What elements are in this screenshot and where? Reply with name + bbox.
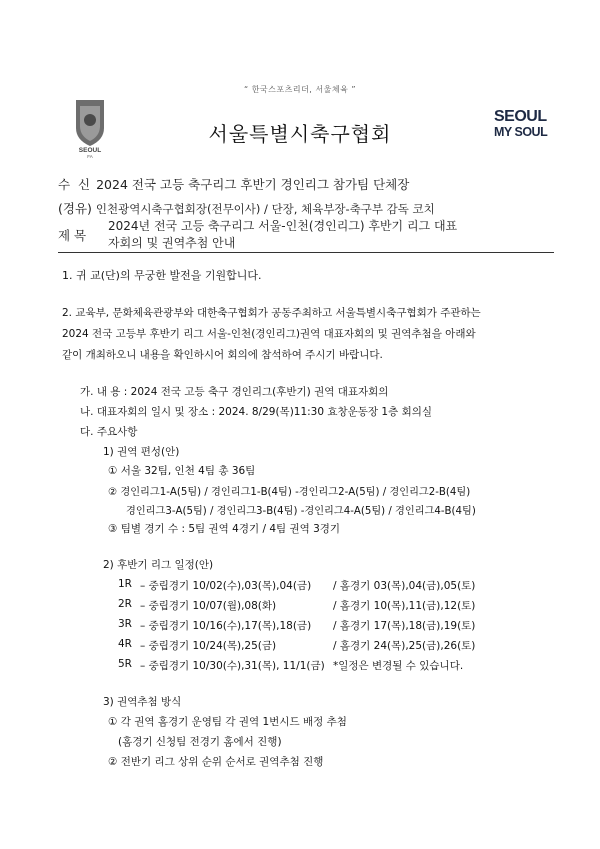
schedule-home: / 홈경기 24(목),25(금),26(토) (333, 640, 476, 652)
org-title: 서울특별시축구협회 (208, 122, 392, 146)
motto-text: “ 한국스포츠리더, 서울체육 ” (244, 85, 356, 94)
schedule-round: 4R (118, 638, 132, 650)
schedule-neutral: – 중립경기 10/07(월),08(화) (140, 600, 277, 612)
subject-line2: 자회의 및 권역추첨 안내 (108, 236, 236, 250)
paragraph-2-line3: 같이 개최하오니 내용을 확인하시어 회의에 참석하여 주시기 바랍니다. (62, 349, 383, 361)
schedule-round: 2R (118, 598, 132, 610)
section-1-c: ③ 팀별 경기 수 : 5팀 권역 4경기 / 4팀 권역 3경기 (108, 523, 341, 535)
section-1-a: ① 서울 32팀, 인천 4팀 총 36팀 (108, 465, 256, 477)
schedule-neutral: – 중립경기 10/30(수),31(목), 11/1(금) (140, 660, 325, 672)
to-row (58, 175, 409, 193)
via-value: 인천광역시축구협회장(전무이사) / 단장, 체육부장-축구부 감독 코치 (95, 202, 435, 216)
schedule-home: / 홈경기 17(목),18(금),19(토) (333, 620, 476, 632)
item-da: 다. 주요사항 (80, 426, 138, 438)
to-value: 2024 전국 고등 축구리그 후반기 경인리그 참가팀 단체장 (96, 177, 410, 192)
section-2-title: 2) 후반기 리그 일정(안) (103, 559, 214, 571)
seoul-logo-line1: SEOUL (494, 108, 547, 125)
schedule-round: 5R (118, 658, 132, 670)
section-1-b1: ② 경인리그1-A(5팀) / 경인리그1-B(4팀) -경인리그2-A(5팀) / 경인리그2-B(4팀) (108, 487, 471, 498)
seoul-logo-line2: MY SOUL (494, 125, 548, 139)
item-ga: 가. 내 용 : 2024 전국 고등 축구 경인리그(후반기) 권역 대표자회의 (80, 386, 389, 398)
schedule-home: / 홈경기 03(목),04(금),05(토) (333, 580, 476, 592)
schedule-round: 3R (118, 618, 132, 630)
schedule-neutral: – 중립경기 10/02(수),03(목),04(금) (140, 580, 312, 592)
subject-divider (58, 252, 554, 253)
fa-logo-sub: FA (87, 154, 93, 159)
schedule-neutral: – 중립경기 10/24(목),25(금) (140, 640, 277, 652)
section-3-title: 3) 권역추첨 방식 (103, 696, 182, 708)
paragraph-1: 1. 귀 교(단)의 무궁한 발전을 기원합니다. (62, 269, 262, 282)
schedule-neutral: – 중립경기 10/16(수),17(목),18(금) (140, 620, 312, 632)
subject-label: 제 목 (58, 228, 87, 243)
schedule-home: / 홈경기 10(목),11(금),12(토) (333, 600, 476, 612)
subject-line1: 2024년 전국 고등 축구리그 서울-인천(경인리그) 후반기 리그 대표 (108, 219, 458, 233)
paragraph-2-line1: 2. 교육부, 문화체육관광부와 대한축구협회가 공동주최하고 서울특별시축구협회가 주관하는 (62, 307, 481, 319)
via-label: (경유) (58, 201, 92, 216)
paragraph-2-line2: 2024 전국 고등부 후반기 리그 서울-인천(경인리그)권역 대표자회의 및 권역추첨을 아래와 (62, 328, 476, 340)
via-row (58, 199, 435, 217)
fa-logo-text: SEOUL (78, 147, 102, 154)
section-3-b: ② 전반기 리그 상위 순위 순서로 권역추첨 진행 (108, 756, 324, 768)
item-na: 나. 대표자회의 일시 및 장소 : 2024. 8/29(목)11:30 효창운동장 1층 회의실 (80, 406, 433, 418)
section-3-a2: (홈경기 신청팀 전경기 홈에서 진행) (118, 736, 282, 748)
to-label: 수 신 (58, 177, 93, 192)
seoul-my-soul-logo (494, 108, 554, 148)
schedule-note: *일정은 변경될 수 있습니다. (333, 660, 464, 672)
schedule-round: 1R (118, 578, 132, 590)
section-1-title: 1) 권역 편성(안) (103, 446, 180, 458)
section-3-a1: ① 각 권역 홈경기 운영팀 각 권역 1번시드 배정 추첨 (108, 716, 347, 728)
section-1-b2: 경인리그3-A(5팀) / 경인리그3-B(4팀) -경인리그4-A(5팀) / 경인리그4-B(4팀) (126, 506, 476, 517)
